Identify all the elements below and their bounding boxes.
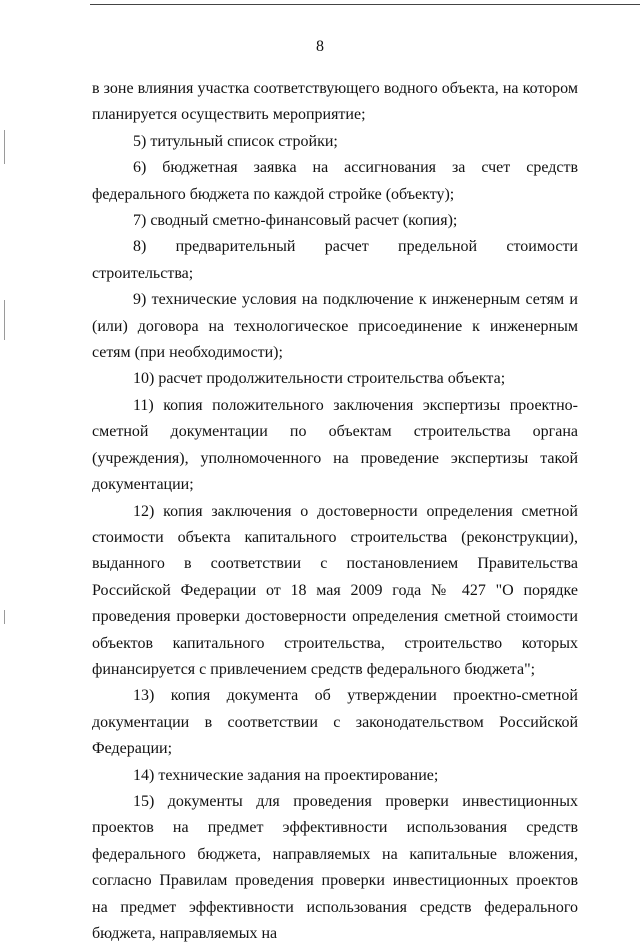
scan-artifact-mark: [4, 300, 5, 340]
paragraph-continuation: в зоне влияния участка соответствующего водного объекта, на котором планируется осуществить мероприятие;: [92, 80, 578, 124]
list-item-11: 11) копия положительного заключения экспертизы проектно-сметной документации по объектам строительства органа (учреждения), уполномоченного на проведение экспертизы такой документации;: [92, 396, 578, 494]
list-item-13: 13) копия документа об утверждении проектно-сметной документации в соответствии с законодательством Российской Федерации;: [92, 687, 578, 758]
scan-artifact-mark: [4, 610, 5, 624]
scan-artifact-mark: [4, 130, 5, 164]
list-item-8: 8) предварительный расчет предельной стоимости строительства;: [92, 238, 578, 282]
list-item-15: 15) документы для проведения проверки инвестиционных проектов на предмет эффективности использования средств федерального бюджета, направляемых на капитальные вложения, согласно Правилам проведения проверки инвестиционных проектов на предмет эффективности использования средств федерального бюджета, направляемых на: [92, 792, 578, 942]
list-item-7: 7) сводный сметно-финансовый расчет (копия);: [133, 212, 458, 230]
list-item-10: 10) расчет продолжительности строительства объекта;: [133, 370, 506, 388]
top-border-line: [90, 4, 640, 5]
page-number: 8: [316, 38, 324, 55]
list-item-5: 5) титульный список стройки;: [133, 132, 338, 150]
list-item-6: 6) бюджетная заявка на ассигнования за счет средств федерального бюджета по каждой стройке (объекту);: [92, 159, 578, 203]
list-item-14: 14) технические задания на проектирование;: [133, 766, 439, 784]
document-body: [92, 76, 578, 947]
list-item-9: 9) технические условия на подключение к инженерным сетям и (или) договора на технологическое присоединение к инженерным сетям (при необходимости);: [92, 291, 578, 362]
list-item-12: 12) копия заключения о достоверности определения сметной стоимости объекта капитального строительства (реконструкции), выданного в соответствии с постановлением Правительства Российской Федерации от 18 мая 2009 года № 427 "О порядке проведения проверки достоверности определения сметной стоимости объектов капитального строительства, строительство которых финансируется с привлечением средств федерального бюджета";: [92, 502, 578, 678]
